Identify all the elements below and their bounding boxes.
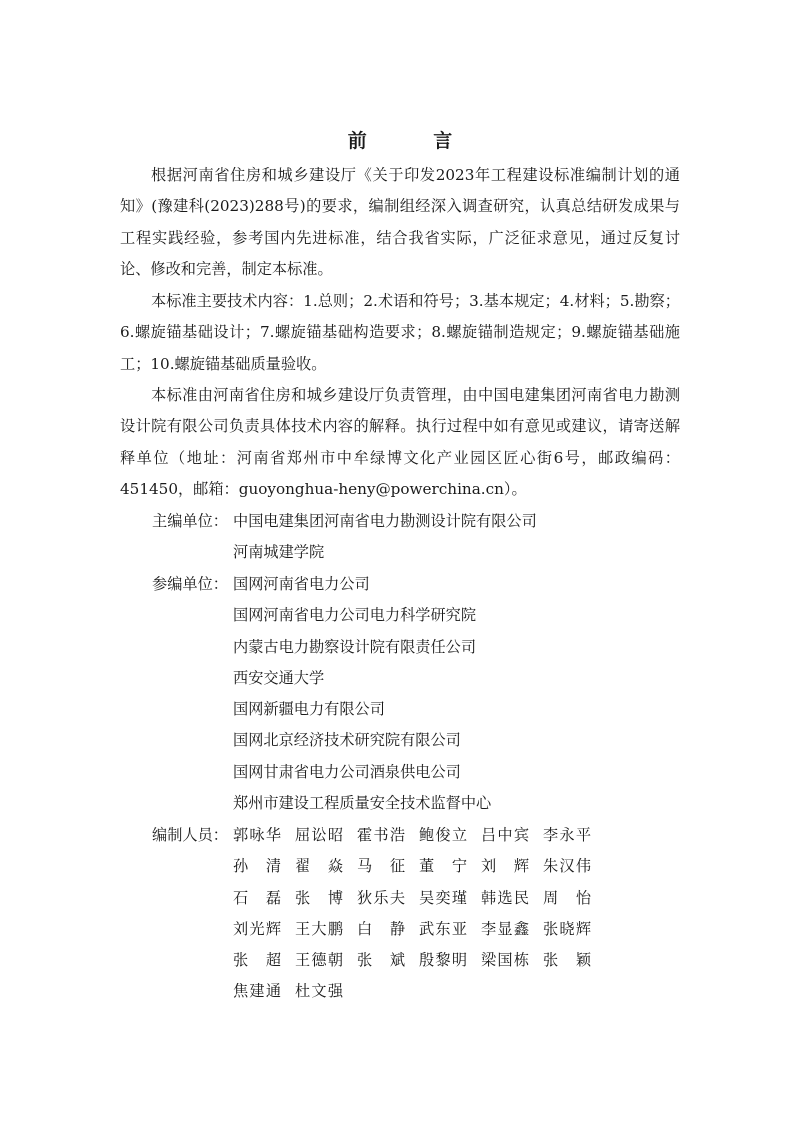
participating-unit: 西安交通大学 [233,668,325,687]
staff-name: 焦建通 [233,982,281,1001]
participating-unit: 国网河南省电力公司电力科学研究院 [233,606,476,625]
staff-name: 吕中宾 [481,826,529,844]
staff-name: 朱汉伟 [543,857,591,876]
participating-unit-list [233,569,491,819]
staff-name: 王大鹏 [295,919,343,938]
staff-label: 编制人员： [152,826,228,844]
staff-name: 周怡 [543,888,591,907]
staff-name: 翟焱 [295,857,343,876]
staff-name: 马征 [357,857,405,876]
participating-unit: 内蒙古电力勘察设计院有限责任公司 [233,637,476,656]
staff-name: 李永平 [543,826,591,844]
staff-name: 梁国栋 [481,951,529,970]
chief-unit-list [233,506,537,569]
participating-unit: 国网北京经济技术研究院有限公司 [233,731,461,750]
chief-unit-label: 主编单位： [152,512,228,530]
staff-name: 霍书浩 [357,826,405,844]
chief-unit: 中国电建集团河南省电力勘测设计院有限公司 [233,512,537,530]
staff-name: 张颖 [543,951,591,970]
staff-name: 董宁 [419,857,467,876]
staff-name: 石磊 [233,888,281,907]
chief-unit: 河南城建学院 [233,543,325,562]
staff-name: 郭咏华 [233,826,281,844]
staff-name: 白静 [357,919,405,938]
staff-name: 刘辉 [481,857,529,876]
staff-name: 武东亚 [419,919,467,938]
participating-unit: 郑州市建设工程质量安全技术监督中心 [233,794,492,813]
participating-unit-label: 参编单位： [152,575,228,593]
preface-paragraph-2: 本标准主要技术内容：1.总则；2.术语和符号；3.基本规定；4.材料；5.勘察；6.螺旋锚基础设计；7.螺旋锚基础构造要求；8.螺旋锚制造规定；9.螺旋锚基础施工；10.螺旋锚基础质量验收。 [120,292,680,373]
staff-name: 张超 [233,951,281,970]
participating-unit: 国网新疆电力有限公司 [233,700,385,719]
page-title: 前 言 [347,130,483,152]
preface-paragraph-3: 本标准由河南省住房和城乡建设厅负责管理，由中国电建集团河南省电力勘测设计院有限公司负责具体技术内容的解释。执行过程中如有意见或建议，请寄送解释单位（地址：河南省郑州市中牟绿博文化产业园区匠心街6号，邮政编码：451450，邮箱：guoyonghua-heny@powerchina.cn）。 [120,386,680,498]
staff-name: 孙清 [233,857,281,876]
staff-name: 刘光辉 [233,919,281,938]
staff-name: 张晓辉 [543,919,591,938]
staff-name-grid [233,820,633,1008]
staff-name: 鲍俊立 [419,826,467,844]
participating-unit: 国网河南省电力公司 [233,575,370,593]
staff-name: 王德朝 [295,951,343,970]
staff-name: 吴奕瑾 [419,888,467,907]
staff-name: 李显鑫 [481,919,529,938]
staff-name: 殷黎明 [419,951,467,970]
staff-name: 张博 [295,888,343,907]
staff-name: 狄乐夫 [357,888,405,907]
participating-unit: 国网甘肃省电力公司酒泉供电公司 [233,762,461,781]
staff-name: 屈讼昭 [295,826,343,844]
staff-name: 韩选民 [481,888,529,907]
staff-name: 张斌 [357,951,405,970]
preface-paragraph-1: 根据河南省住房和城乡建设厅《关于印发2023年工程建设标准编制计划的通知》(豫建科(2023)288号)的要求，编制组经深入调查研究，认真总结研发成果与工程实践经验，参考国内先进标准，结合我省实际，广泛征求意见，通过反复讨论、修改和完善，制定本标准。 [120,166,680,278]
staff-name: 杜文强 [295,982,343,1001]
